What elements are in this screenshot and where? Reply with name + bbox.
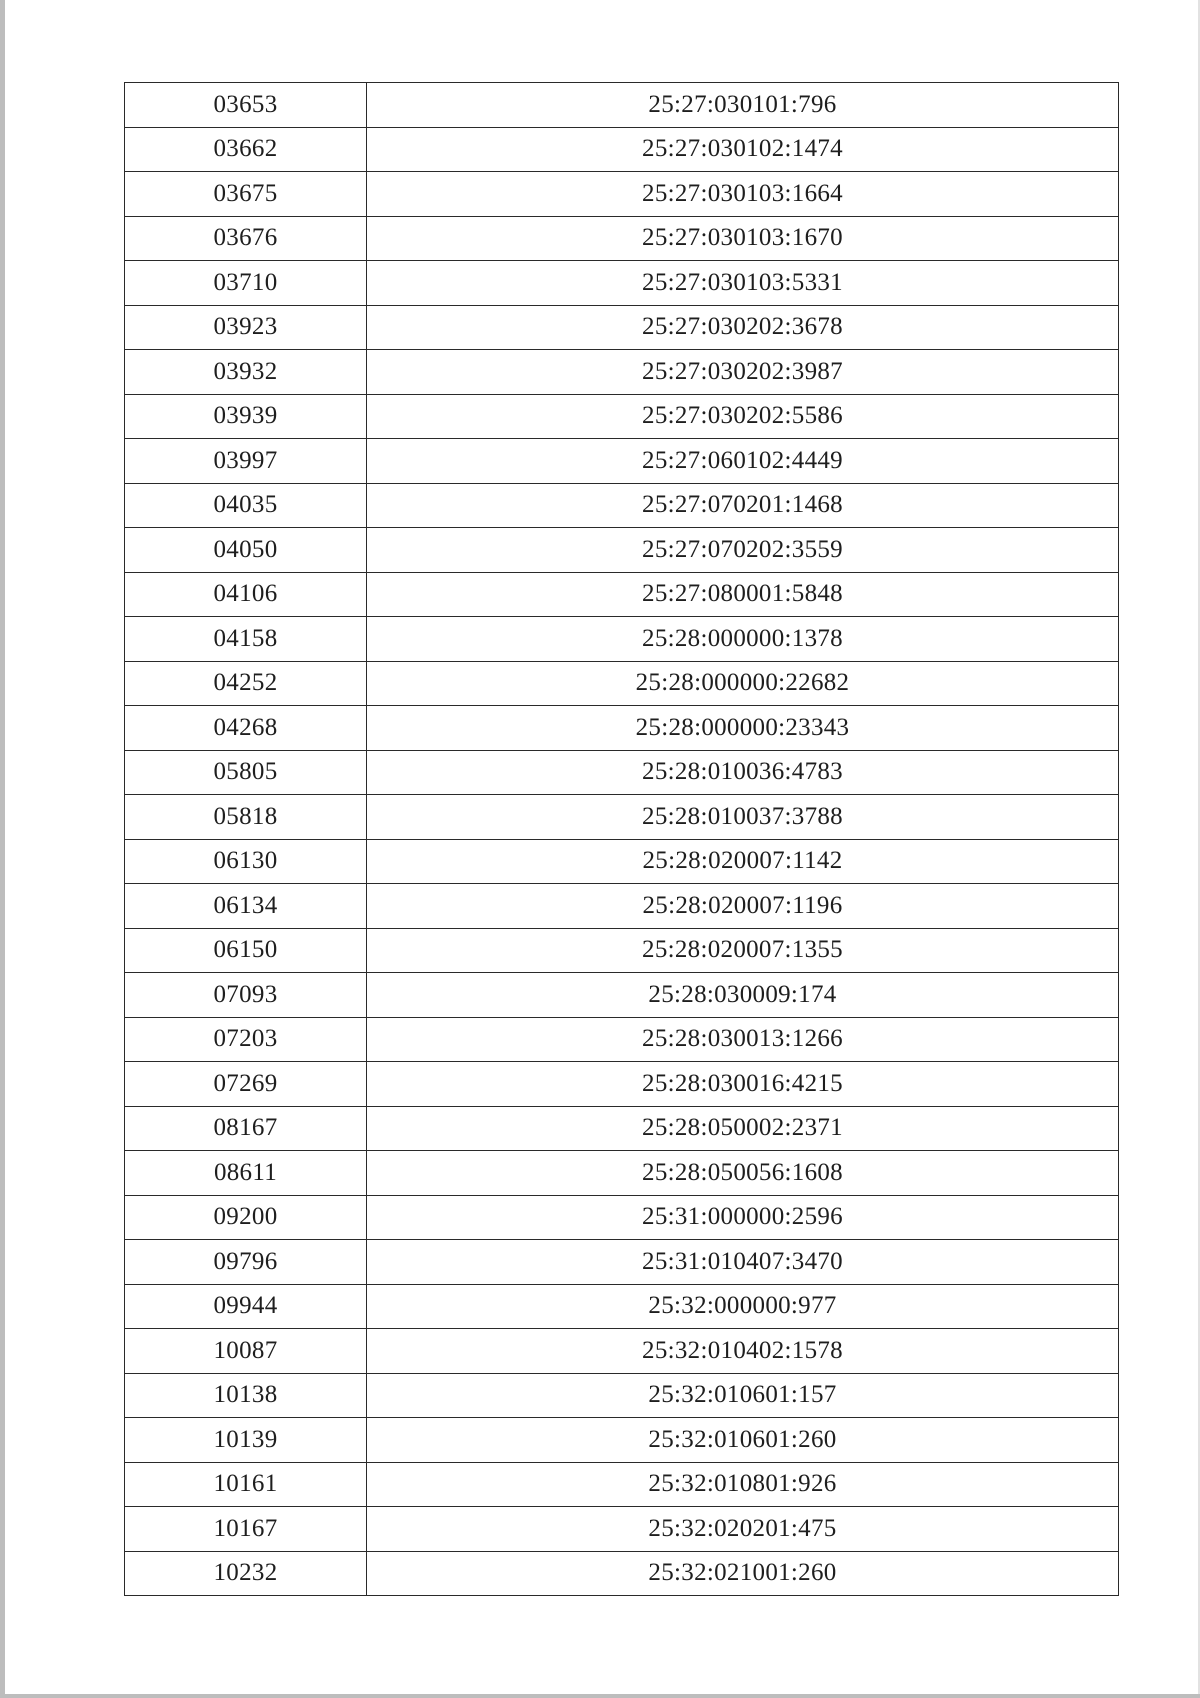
record-number-cell: 03676 bbox=[125, 216, 367, 261]
cadastral-number-cell: 25:27:030102:1474 bbox=[367, 127, 1119, 172]
record-number-cell: 09200 bbox=[125, 1195, 367, 1240]
cadastral-number-cell: 25:28:010037:3788 bbox=[367, 795, 1119, 840]
record-number-cell: 10138 bbox=[125, 1373, 367, 1418]
cadastral-number-cell: 25:27:070201:1468 bbox=[367, 483, 1119, 528]
cadastral-number-cell: 25:28:030016:4215 bbox=[367, 1062, 1119, 1107]
table-row bbox=[125, 1017, 1119, 1062]
table-row bbox=[125, 305, 1119, 350]
record-number-cell: 09944 bbox=[125, 1284, 367, 1329]
table-row bbox=[125, 1240, 1119, 1285]
table-row bbox=[125, 617, 1119, 662]
cadastral-number-cell: 25:27:030103:5331 bbox=[367, 261, 1119, 306]
record-number-cell: 06130 bbox=[125, 839, 367, 884]
table-row bbox=[125, 1106, 1119, 1151]
record-number-cell: 04158 bbox=[125, 617, 367, 662]
record-number-cell: 03710 bbox=[125, 261, 367, 306]
record-number-cell: 06134 bbox=[125, 884, 367, 929]
record-number-cell: 10087 bbox=[125, 1329, 367, 1374]
record-number-cell: 07269 bbox=[125, 1062, 367, 1107]
cadastral-number-cell: 25:28:050056:1608 bbox=[367, 1151, 1119, 1196]
cadastral-number-cell: 25:28:010036:4783 bbox=[367, 750, 1119, 795]
cadastral-number-cell: 25:32:020201:475 bbox=[367, 1507, 1119, 1552]
cadastral-number-cell: 25:27:080001:5848 bbox=[367, 572, 1119, 617]
cadastral-number-cell: 25:27:030202:3987 bbox=[367, 350, 1119, 395]
record-number-cell: 03662 bbox=[125, 127, 367, 172]
record-number-cell: 04035 bbox=[125, 483, 367, 528]
cadastral-number-cell: 25:28:000000:22682 bbox=[367, 661, 1119, 706]
record-number-cell: 07093 bbox=[125, 973, 367, 1018]
record-number-cell: 09796 bbox=[125, 1240, 367, 1285]
record-number-cell: 04050 bbox=[125, 528, 367, 573]
scan-edge-bottom bbox=[0, 1694, 1200, 1698]
table-row bbox=[125, 1551, 1119, 1596]
record-number-cell: 03923 bbox=[125, 305, 367, 350]
document-page bbox=[124, 82, 1118, 1596]
record-number-cell: 08167 bbox=[125, 1106, 367, 1151]
cadastral-number-cell: 25:32:010601:260 bbox=[367, 1418, 1119, 1463]
cadastral-number-cell: 25:28:020007:1142 bbox=[367, 839, 1119, 884]
table-row bbox=[125, 795, 1119, 840]
cadastral-number-cell: 25:32:021001:260 bbox=[367, 1551, 1119, 1596]
record-number-cell: 04268 bbox=[125, 706, 367, 751]
table-row bbox=[125, 1062, 1119, 1107]
record-number-cell: 03997 bbox=[125, 439, 367, 484]
table-row bbox=[125, 884, 1119, 929]
record-number-cell: 10139 bbox=[125, 1418, 367, 1463]
cadastral-number-cell: 25:27:060102:4449 bbox=[367, 439, 1119, 484]
cadastral-number-cell: 25:27:030101:796 bbox=[367, 83, 1119, 128]
table-row bbox=[125, 1284, 1119, 1329]
table-row bbox=[125, 1418, 1119, 1463]
cadastral-number-cell: 25:28:000000:1378 bbox=[367, 617, 1119, 662]
table-row bbox=[125, 528, 1119, 573]
cadastral-number-cell: 25:28:000000:23343 bbox=[367, 706, 1119, 751]
table-row bbox=[125, 394, 1119, 439]
table-row bbox=[125, 483, 1119, 528]
table-row bbox=[125, 83, 1119, 128]
cadastral-number-cell: 25:27:030103:1670 bbox=[367, 216, 1119, 261]
record-number-cell: 10161 bbox=[125, 1462, 367, 1507]
record-number-cell: 04106 bbox=[125, 572, 367, 617]
record-number-cell: 06150 bbox=[125, 928, 367, 973]
cadastral-number-cell: 25:27:030103:1664 bbox=[367, 172, 1119, 217]
table-row bbox=[125, 1195, 1119, 1240]
cadastral-number-cell: 25:32:010402:1578 bbox=[367, 1329, 1119, 1374]
scan-edge-left bbox=[0, 0, 5, 1698]
table-row bbox=[125, 1373, 1119, 1418]
table-row bbox=[125, 661, 1119, 706]
table-row bbox=[125, 216, 1119, 261]
cadastral-number-cell: 25:28:020007:1196 bbox=[367, 884, 1119, 929]
record-number-cell: 10232 bbox=[125, 1551, 367, 1596]
cadastral-number-cell: 25:28:030013:1266 bbox=[367, 1017, 1119, 1062]
table-row bbox=[125, 973, 1119, 1018]
cadastral-number-cell: 25:28:050002:2371 bbox=[367, 1106, 1119, 1151]
table-row bbox=[125, 1507, 1119, 1552]
record-number-cell: 08611 bbox=[125, 1151, 367, 1196]
cadastral-number-cell: 25:27:070202:3559 bbox=[367, 528, 1119, 573]
record-number-cell: 03653 bbox=[125, 83, 367, 128]
table-row bbox=[125, 1151, 1119, 1196]
cadastral-number-cell: 25:28:020007:1355 bbox=[367, 928, 1119, 973]
record-number-cell: 10167 bbox=[125, 1507, 367, 1552]
cadastral-number-cell: 25:32:000000:977 bbox=[367, 1284, 1119, 1329]
table-row bbox=[125, 261, 1119, 306]
cadastral-number-cell: 25:31:010407:3470 bbox=[367, 1240, 1119, 1285]
table-row bbox=[125, 750, 1119, 795]
record-number-cell: 05805 bbox=[125, 750, 367, 795]
record-number-cell: 03939 bbox=[125, 394, 367, 439]
cadastral-number-cell: 25:31:000000:2596 bbox=[367, 1195, 1119, 1240]
record-number-cell: 05818 bbox=[125, 795, 367, 840]
table-row bbox=[125, 127, 1119, 172]
record-number-cell: 07203 bbox=[125, 1017, 367, 1062]
table-row bbox=[125, 1462, 1119, 1507]
table-row bbox=[125, 439, 1119, 484]
table-row bbox=[125, 172, 1119, 217]
table-row bbox=[125, 572, 1119, 617]
records-table-body bbox=[125, 83, 1119, 1596]
table-row bbox=[125, 350, 1119, 395]
table-row bbox=[125, 1329, 1119, 1374]
table-row bbox=[125, 839, 1119, 884]
cadastral-number-cell: 25:27:030202:5586 bbox=[367, 394, 1119, 439]
cadastral-number-cell: 25:27:030202:3678 bbox=[367, 305, 1119, 350]
records-table bbox=[124, 82, 1119, 1596]
record-number-cell: 03932 bbox=[125, 350, 367, 395]
cadastral-number-cell: 25:32:010801:926 bbox=[367, 1462, 1119, 1507]
record-number-cell: 03675 bbox=[125, 172, 367, 217]
table-row bbox=[125, 706, 1119, 751]
table-row bbox=[125, 928, 1119, 973]
cadastral-number-cell: 25:32:010601:157 bbox=[367, 1373, 1119, 1418]
cadastral-number-cell: 25:28:030009:174 bbox=[367, 973, 1119, 1018]
record-number-cell: 04252 bbox=[125, 661, 367, 706]
